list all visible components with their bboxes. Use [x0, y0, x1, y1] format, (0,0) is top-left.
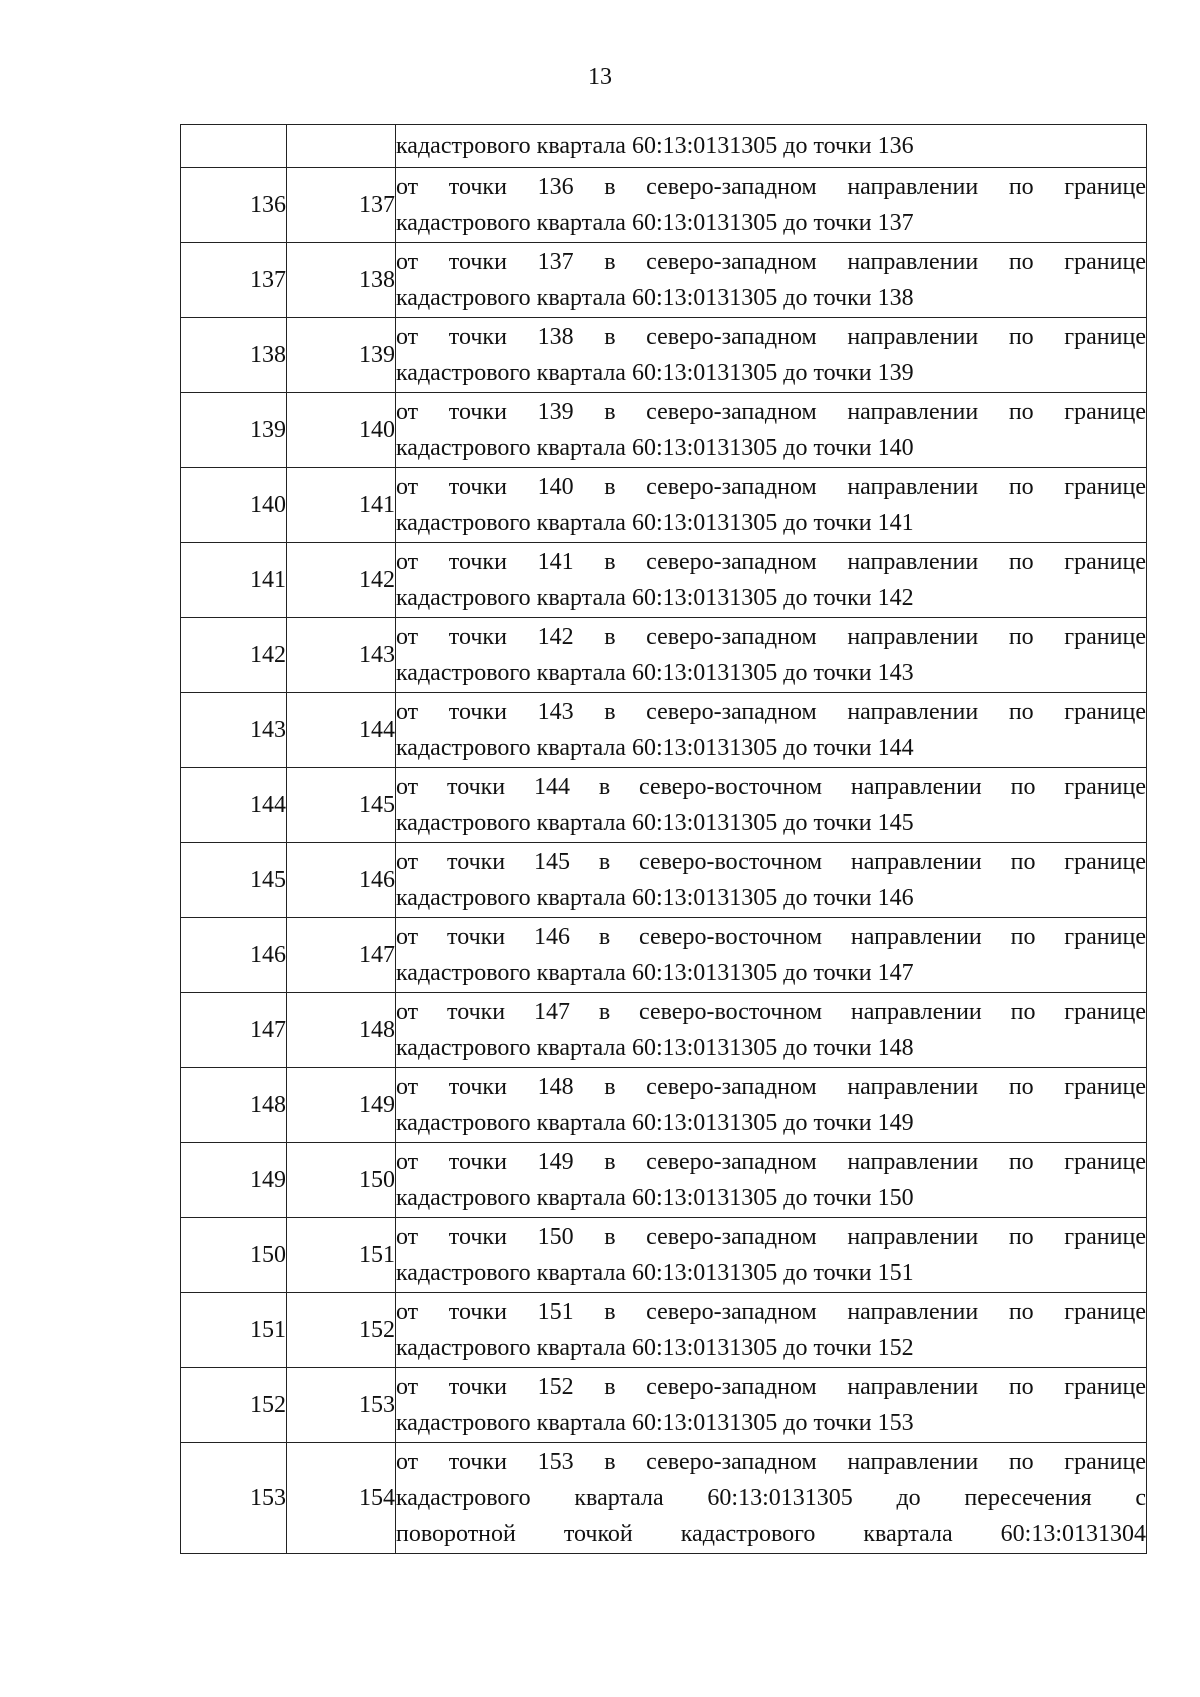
table-row [181, 768, 1147, 843]
description-line: кадастрового квартала 60:13:0131305 до точки 144 [396, 735, 914, 761]
description-line: кадастрового квартала 60:13:0131305 до точки 146 [396, 885, 914, 911]
point-from-cell: 140 [181, 468, 287, 543]
point-from-cell: 153 [181, 1443, 287, 1554]
point-to-cell: 154 [287, 1443, 396, 1554]
description-line: от точки 148 в северо-западном направлении по границе [396, 1074, 1146, 1100]
description-line: кадастрового квартала 60:13:0131305 до точки 147 [396, 960, 914, 986]
description-cell [396, 768, 1147, 843]
page-number: 13 [588, 64, 612, 90]
point-from-cell: 141 [181, 543, 287, 618]
table-row [181, 1068, 1147, 1143]
description-line: кадастрового квартала 60:13:0131305 до точки 143 [396, 660, 914, 686]
point-from-cell: 145 [181, 843, 287, 918]
point-from-cell: 136 [181, 168, 287, 243]
description-line: кадастрового квартала 60:13:0131305 до точки 136 [396, 133, 914, 159]
point-to-cell: 137 [287, 168, 396, 243]
description-cell [396, 393, 1147, 468]
description-line: кадастрового квартала 60:13:0131305 до точки 148 [396, 1035, 914, 1061]
description-cell [396, 543, 1147, 618]
description-line: кадастрового квартала 60:13:0131305 до пересечения с [396, 1485, 1146, 1511]
description-line: от точки 144 в северо-восточном направлении по границе [396, 774, 1146, 800]
point-to-cell [287, 125, 396, 168]
description-cell [396, 125, 1147, 168]
table-row [181, 918, 1147, 993]
description-cell [396, 468, 1147, 543]
description-line: кадастрового квартала 60:13:0131305 до точки 138 [396, 285, 914, 311]
point-from-cell: 150 [181, 1218, 287, 1293]
table-row [181, 618, 1147, 693]
table-row [181, 1293, 1147, 1368]
point-from-cell: 152 [181, 1368, 287, 1443]
description-line: кадастрового квартала 60:13:0131305 до точки 139 [396, 360, 914, 386]
description-line: от точки 151 в северо-западном направлении по границе [396, 1299, 1146, 1325]
point-from-cell [181, 125, 287, 168]
description-cell [396, 168, 1147, 243]
point-from-cell: 144 [181, 768, 287, 843]
point-to-cell: 147 [287, 918, 396, 993]
point-to-cell: 138 [287, 243, 396, 318]
description-line: от точки 149 в северо-западном направлении по границе [396, 1149, 1146, 1175]
description-line: кадастрового квартала 60:13:0131305 до точки 140 [396, 435, 914, 461]
description-line: кадастрового квартала 60:13:0131305 до точки 149 [396, 1110, 914, 1136]
table-row [181, 468, 1147, 543]
description-line: от точки 142 в северо-западном направлении по границе [396, 624, 1146, 650]
point-to-cell: 145 [287, 768, 396, 843]
description-line: кадастрового квартала 60:13:0131305 до точки 142 [396, 585, 914, 611]
description-line: от точки 143 в северо-западном направлении по границе [396, 699, 1146, 725]
point-to-cell: 140 [287, 393, 396, 468]
table-body [181, 125, 1147, 1554]
table-row [181, 168, 1147, 243]
description-line: кадастрового квартала 60:13:0131305 до точки 137 [396, 210, 914, 236]
description-cell [396, 243, 1147, 318]
description-line: от точки 145 в северо-восточном направлении по границе [396, 849, 1146, 875]
point-to-cell: 149 [287, 1068, 396, 1143]
point-from-cell: 138 [181, 318, 287, 393]
description-cell [396, 918, 1147, 993]
description-cell [396, 318, 1147, 393]
description-line: от точки 140 в северо-западном направлении по границе [396, 474, 1146, 500]
description-cell [396, 1218, 1147, 1293]
description-cell [396, 843, 1147, 918]
boundary-table [180, 124, 1147, 1554]
description-line: кадастрового квартала 60:13:0131305 до точки 151 [396, 1260, 914, 1286]
table-row [181, 543, 1147, 618]
description-cell [396, 1443, 1147, 1554]
point-from-cell: 151 [181, 1293, 287, 1368]
description-line: кадастрового квартала 60:13:0131305 до точки 152 [396, 1335, 914, 1361]
point-to-cell: 148 [287, 993, 396, 1068]
table-row [181, 318, 1147, 393]
description-cell [396, 693, 1147, 768]
description-cell [396, 1368, 1147, 1443]
point-to-cell: 152 [287, 1293, 396, 1368]
description-line: от точки 153 в северо-западном направлении по границе [396, 1449, 1146, 1475]
point-to-cell: 146 [287, 843, 396, 918]
description-line: от точки 141 в северо-западном направлении по границе [396, 549, 1146, 575]
table-row [181, 843, 1147, 918]
point-from-cell: 148 [181, 1068, 287, 1143]
point-to-cell: 153 [287, 1368, 396, 1443]
point-to-cell: 143 [287, 618, 396, 693]
point-from-cell: 146 [181, 918, 287, 993]
point-from-cell: 139 [181, 393, 287, 468]
description-line: от точки 146 в северо-восточном направлении по границе [396, 924, 1146, 950]
table-row [181, 1368, 1147, 1443]
point-from-cell: 147 [181, 993, 287, 1068]
description-cell [396, 1068, 1147, 1143]
table-row [181, 993, 1147, 1068]
description-line: от точки 138 в северо-западном направлении по границе [396, 324, 1146, 350]
point-from-cell: 149 [181, 1143, 287, 1218]
point-from-cell: 143 [181, 693, 287, 768]
point-to-cell: 141 [287, 468, 396, 543]
description-cell [396, 1293, 1147, 1368]
description-line: от точки 147 в северо-восточном направлении по границе [396, 999, 1146, 1025]
description-cell [396, 1143, 1147, 1218]
description-line: от точки 136 в северо-западном направлении по границе [396, 174, 1146, 200]
table-row [181, 1218, 1147, 1293]
description-line: поворотной точкой кадастрового квартала 60:13:0131304 [396, 1521, 1146, 1547]
description-cell [396, 993, 1147, 1068]
description-line: от точки 137 в северо-западном направлении по границе [396, 249, 1146, 275]
description-line: кадастрового квартала 60:13:0131305 до точки 153 [396, 1410, 914, 1436]
point-to-cell: 142 [287, 543, 396, 618]
table-row [181, 1443, 1147, 1554]
description-line: кадастрового квартала 60:13:0131305 до точки 141 [396, 510, 914, 536]
point-to-cell: 139 [287, 318, 396, 393]
point-to-cell: 150 [287, 1143, 396, 1218]
point-to-cell: 151 [287, 1218, 396, 1293]
description-line: от точки 150 в северо-западном направлении по границе [396, 1224, 1146, 1250]
table-row [181, 393, 1147, 468]
point-from-cell: 137 [181, 243, 287, 318]
description-line: от точки 139 в северо-западном направлении по границе [396, 399, 1146, 425]
description-cell [396, 618, 1147, 693]
point-to-cell: 144 [287, 693, 396, 768]
table-row [181, 1143, 1147, 1218]
description-line: от точки 152 в северо-западном направлении по границе [396, 1374, 1146, 1400]
table-row [181, 693, 1147, 768]
point-from-cell: 142 [181, 618, 287, 693]
table-row [181, 125, 1147, 168]
description-line: кадастрового квартала 60:13:0131305 до точки 150 [396, 1185, 914, 1211]
table-row [181, 243, 1147, 318]
description-line: кадастрового квартала 60:13:0131305 до точки 145 [396, 810, 914, 836]
